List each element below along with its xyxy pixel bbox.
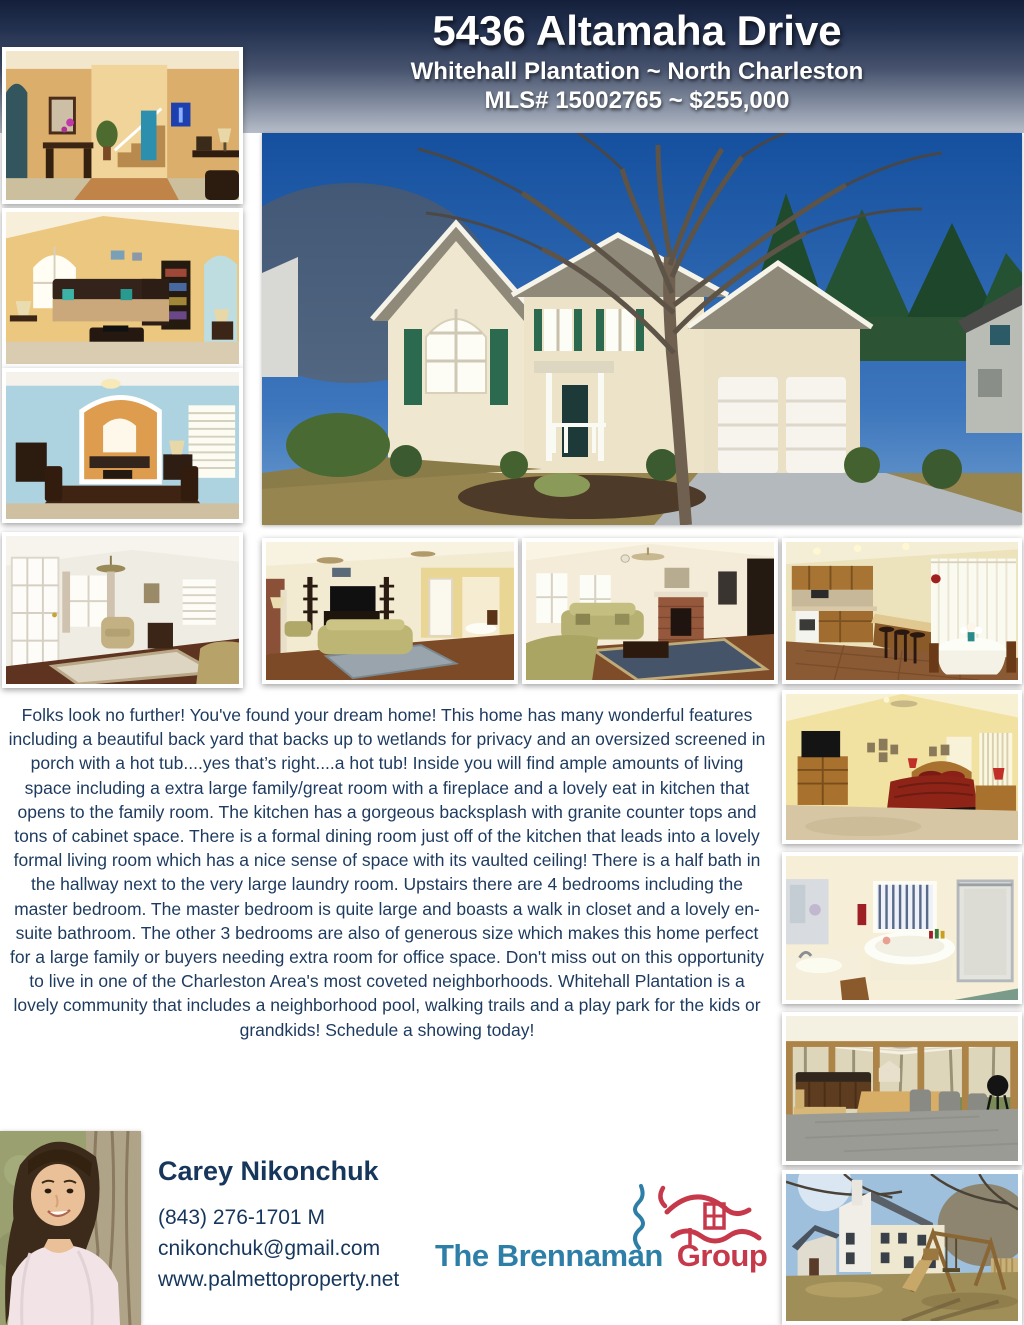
photo-screened-porch-hot-tub bbox=[782, 1012, 1022, 1165]
header-text-block bbox=[250, 8, 1024, 115]
agent-phone: (843) 276-1701 M bbox=[158, 1206, 325, 1229]
photo-backyard-swing-set bbox=[782, 1170, 1022, 1325]
agent-photo bbox=[0, 1131, 141, 1325]
agent-contact-block bbox=[158, 1202, 399, 1295]
agent-name: Carey Nikonchuk bbox=[158, 1156, 379, 1186]
agent-website: www.palmettoproperty.net bbox=[158, 1268, 400, 1291]
photo-living-room-white bbox=[2, 532, 243, 688]
brokerage-name bbox=[435, 1238, 767, 1274]
brokerage-name-primary: The Brennaman bbox=[435, 1238, 663, 1273]
photo-master-bathroom bbox=[782, 852, 1022, 1004]
photo-front-exterior-main bbox=[262, 133, 1022, 525]
page-title: 5436 Altamaha Drive bbox=[432, 7, 842, 54]
photo-master-bedroom bbox=[782, 690, 1022, 844]
photo-living-room-sectional bbox=[2, 208, 243, 368]
photo-kitchen bbox=[782, 538, 1022, 684]
subtitle-neighborhood: Whitehall Plantation ~ North Charleston bbox=[410, 58, 864, 86]
photo-foyer-stairs bbox=[2, 47, 243, 204]
brokerage-name-secondary: Group bbox=[676, 1238, 768, 1273]
property-description: Folks look no further! You've found your dream home! This home has many wonderful features including a beautiful back yard that backs up to wetlands for privacy and an oversized screened in porch with a hot tub....yes that’s right....a hot tub! Inside you will find ample amounts of living space including a extra large family/great room with a fireplace and a lovely eat in kitchen that opens to the family room. The kitchen has a gorgeous backsplash with granite counter tops and tons of cabinet space. There is a formal dining room just off of the kitchen that leads into a lovely formal living room which has a nice sense of space with its vaulted ceiling! There is a half bath in the hallway next to the very large laundry room. Upstairs there are 4 bedrooms including the master bedroom. The master bedroom is quite large and boasts a walk in closet and a lovely en-suite bathroom. The other 3 bedrooms are also of generous size which makes this home perfect for a large family or buyers needing extra room for office space. Don't miss out on this opportunity to live in one of the Charleston Area's most coveted neighborhoods. Whitehall Plantation is a lovely community that includes a neighborhood pool, walking trails and a play park for the kids or grandkids! Schedule a showing today! bbox=[8, 705, 766, 1040]
mls-price-line: MLS# 15002765 ~ $255,000 bbox=[484, 87, 790, 115]
photo-living-room-fireplace bbox=[522, 538, 778, 684]
photo-dining-room-blue bbox=[2, 368, 243, 523]
photo-family-room-tv bbox=[262, 538, 518, 684]
agent-email: cnikonchuk@gmail.com bbox=[158, 1237, 381, 1260]
brokerage-logo bbox=[435, 1180, 770, 1300]
